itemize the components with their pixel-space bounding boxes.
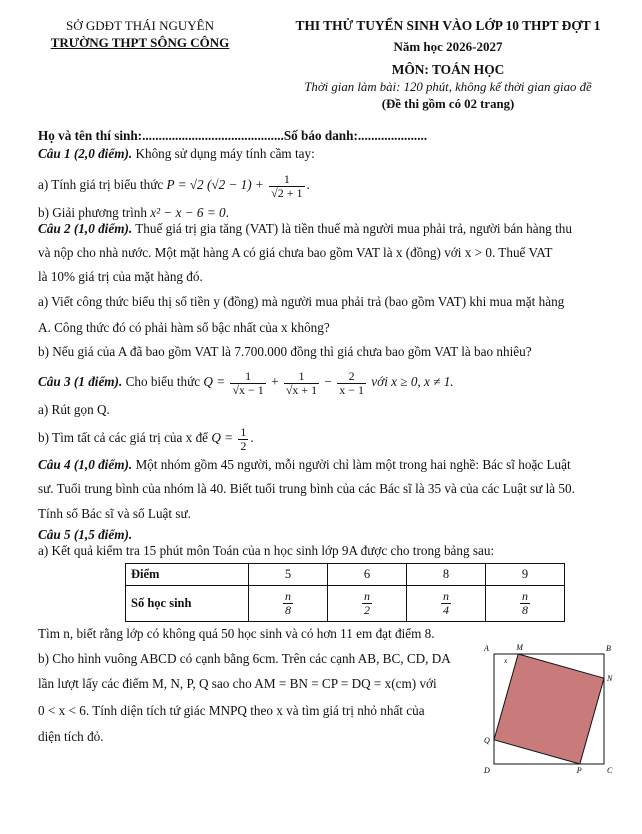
q4-line-3: Tính số Bác sĩ và số Luật sư. (38, 506, 191, 521)
q3-title-line (38, 370, 608, 396)
label-q: Q (484, 735, 490, 745)
q3-intro: Cho biểu thức (122, 374, 204, 390)
label-a: A (484, 644, 489, 653)
score-table (125, 563, 565, 622)
q1-a-fraction (269, 173, 304, 199)
q3-frac-2-den: √x + 1 (285, 382, 318, 397)
q2-a-line-2: A. Công thức đó có phải hàm số bậc nhất của x không? (38, 320, 330, 335)
q3-frac-1-den: √x − 1 (232, 382, 264, 397)
count-den: 8 (522, 603, 528, 617)
student-name-dots: ........................................... (142, 128, 284, 143)
label-p: P (576, 766, 582, 775)
q3-frac-3 (337, 370, 366, 396)
q3-b-frac-den: 2 (240, 438, 247, 453)
quadrilateral-mnpq (494, 654, 604, 764)
q1-a-line (38, 173, 608, 199)
count-cell (486, 586, 565, 622)
q5-a-line-2: Tìm n, biết rằng lớp có không quá 50 học sinh và có hơn 11 em đạt điểm 8. (38, 626, 435, 641)
q4-line-1 (38, 457, 608, 473)
q1-b-expr: x² − x − 6 = 0 (150, 205, 226, 220)
q3-plus: + (267, 374, 282, 390)
count-den: 2 (364, 603, 370, 617)
q2-text-1: Thuế giá trị gia tăng (VAT) là tiền thuế mà người mua phải trả, người bán hàng thu (132, 221, 572, 236)
q1-a-expr: P = √2 (√2 − 1) + (166, 177, 268, 193)
q3-frac-1-num: 1 (230, 370, 265, 384)
count-num: n (285, 589, 291, 604)
q3-b-line (38, 426, 608, 452)
square-figure (480, 640, 620, 775)
q5-b-line-3: 0 < x < 6. Tính diện tích tứ giác MNPQ theo x và tìm giá trị nhỏ nhất của (38, 703, 425, 718)
q3-b-prefix: b) Tìm tất cả các giá trị của x để (38, 430, 212, 446)
q3-frac-3-num: 2 (337, 370, 366, 384)
subject: MÔN: TOÁN HỌC (391, 62, 505, 77)
q3-frac-2 (284, 370, 319, 396)
q3-b-fraction (238, 426, 248, 452)
score-cell: 5 (249, 564, 328, 586)
exam-duration: Thời gian làm bài: 120 phút, không kể thời gian giao đề (304, 80, 592, 94)
school-name: TRƯỜNG THPT SÔNG CÔNG (50, 35, 230, 50)
table-row (126, 586, 565, 622)
label-m: M (516, 643, 523, 652)
q5-b-line-2: lần lượt lấy các điểm M, N, P, Q sao cho AM = BN = CP = DQ = x(cm) với (38, 676, 437, 691)
q4-title: Câu 4 (1,0 điểm). (38, 457, 133, 472)
q2-line-3: là 10% giá trị của mặt hàng đó. (38, 269, 203, 284)
q4-text-1: Một nhóm gồm 45 người, mỗi người chỉ làm một trong hai nghề: Bác sĩ hoặc Luật (132, 457, 571, 472)
q5-a-line-1: a) Kết quả kiểm tra 15 phút môn Toán của n học sinh lớp 9A được cho trong bảng sau: (38, 543, 495, 558)
q3-b-frac-num: 1 (240, 425, 247, 439)
q1-title-line (38, 146, 608, 162)
q1-a-suffix: . (306, 177, 310, 193)
count-den: 8 (285, 603, 291, 617)
q3-expr-q: Q = (203, 374, 229, 390)
q1-a-frac-num: 1 (269, 173, 304, 187)
count-cell (407, 586, 486, 622)
q5-title: Câu 5 (1,5 điểm). (38, 527, 133, 542)
student-id-dots: ..................... (357, 128, 428, 143)
score-row-label: Điểm (126, 564, 249, 586)
count-row-label: Số học sinh (126, 586, 249, 622)
count-den: 4 (443, 603, 449, 617)
q3-b-suffix: . (250, 430, 254, 446)
q1-intro: Không sử dụng máy tính cầm tay: (132, 146, 315, 161)
count-cell (328, 586, 407, 622)
q3-title: Câu 3 (1 điểm). (38, 374, 123, 390)
q3-minus: − (321, 374, 336, 390)
q1-b-line (38, 205, 608, 221)
label-b: B (606, 644, 611, 653)
q2-line-1 (38, 221, 608, 237)
q3-condition: với x ≥ 0, x ≠ 1. (368, 374, 454, 390)
exam-title: THI THỬ TUYỂN SINH VÀO LỚP 10 THPT ĐỢT 1 (295, 18, 601, 33)
q5-b-line-1: b) Cho hình vuông ABCD có cạnh bằng 6cm. Trên các cạnh AB, BC, CD, DA (38, 651, 451, 666)
student-info-line (38, 128, 608, 144)
q2-title: Câu 2 (1,0 điểm). (38, 221, 133, 236)
q3-frac-2-num: 1 (284, 370, 319, 384)
label-c: C (607, 766, 613, 775)
score-cell: 8 (407, 564, 486, 586)
q2-b-line: b) Nếu giá của A đã bao gồm VAT là 7.700.000 đồng thì giá chưa bao gồm VAT là bao nhiêu? (38, 344, 532, 359)
q2-a-line-1: a) Viết công thức biểu thị số tiền y (đồng) mà người mua phải trả (bao gồm VAT) khi mua mặt hàng (38, 294, 565, 309)
count-num: n (364, 589, 370, 604)
department-name: SỞ GDĐT THÁI NGUYÊN (66, 18, 214, 33)
count-cell (249, 586, 328, 622)
q2-line-2: và nộp cho nhà nước. Một mặt hàng A có giá chưa bao gồm VAT là x (đồng) với x > 0. Thuế VAT (38, 245, 553, 260)
school-year: Năm học 2026-2027 (393, 39, 503, 54)
q1-a-frac-den: √2 + 1 (271, 185, 303, 200)
page-count: (Đề thi gồm có 02 trang) (381, 97, 515, 111)
q3-b-q: Q = (211, 430, 237, 446)
label-n: N (607, 674, 613, 684)
student-id-label: Số báo danh: (283, 128, 358, 143)
q3-frac-3-den: x − 1 (339, 382, 364, 397)
q4-line-2: sư. Tuổi trung bình của nhóm là 40. Biết tuổi trung bình của các Bác sĩ là 35 và của các Luật sư là 50. (38, 481, 575, 496)
q5-b-line-4: diện tích đỏ. (38, 729, 104, 744)
label-x: x (504, 657, 508, 665)
table-row (126, 564, 565, 586)
count-num: n (522, 589, 528, 604)
q1-a-prefix: a) Tính giá trị biểu thức (38, 177, 167, 193)
q1-b-suffix: . (225, 205, 229, 220)
q3-frac-1 (230, 370, 265, 396)
student-name-label: Họ và tên thí sinh: (38, 128, 143, 143)
score-cell: 9 (486, 564, 565, 586)
count-num: n (443, 589, 449, 604)
q1-b-prefix: b) Giải phương trình (38, 205, 151, 220)
label-d: D (484, 766, 490, 775)
score-cell: 6 (328, 564, 407, 586)
q3-a-line: a) Rút gọn Q. (38, 402, 110, 417)
q1-title: Câu 1 (2,0 điểm). (38, 146, 133, 161)
